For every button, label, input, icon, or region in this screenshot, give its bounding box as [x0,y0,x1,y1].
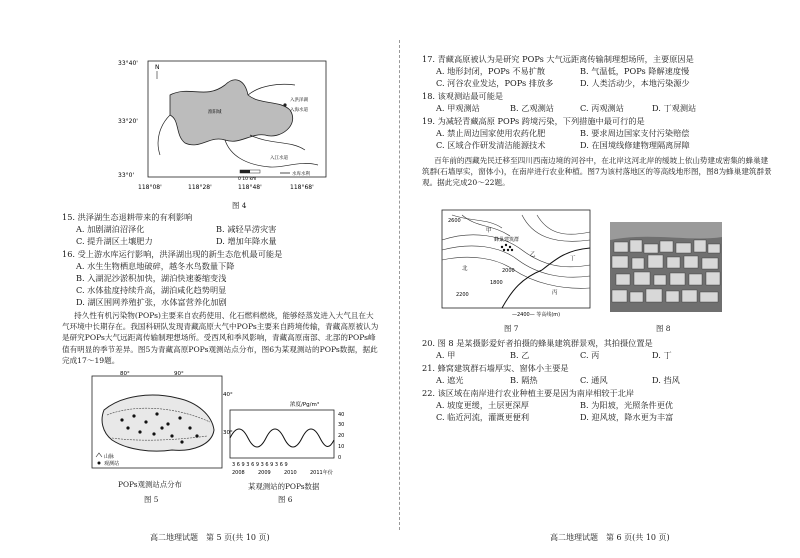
fig5-legend-station: 观测站 [104,461,120,467]
fig4-lon-4: 118°68' [290,184,314,191]
fig7-contour-2200: 2200 [456,292,469,298]
fig5-title: POPs观测站点分布 [118,480,182,489]
fig4-scale: 0 10 km [238,177,257,182]
q18-option-d[interactable]: D. 丁观测站 [652,103,697,113]
q17-option-d[interactable]: D. 人类活动少，本地污染源少 [580,78,690,88]
q17-option-a[interactable]: A. 地形封闭，POPs 不易扩散 [436,66,546,76]
left-footer: 高二地理试题 第 5 页(共 10 页) [150,533,270,542]
passage-beehive: 百年前的西藏先民迁移至四川西南边境的河谷中，在北岸这河北岸的缓坡上依山势建成密集的蜂巢建筑群(石墙厚实，窗体小)，在南岸进行农业种植。图7为该村落地区的等高线地形图，图8为蜂巢建筑群景观。据此完成20～22题。 [422,156,772,188]
q22-option-b[interactable]: B. 为阳坡，光照条件更优 [580,400,674,410]
fig4-legend: 水库水利 [292,172,310,177]
fig7-point-bing: 丙 [552,290,558,296]
figure-6-chart [226,398,366,480]
figure-4-map [118,55,330,200]
fig5-caption: 图 5 [144,495,159,504]
q21-stem: 21. 蜂窝建筑群石墙厚实、窗体小主要是 [422,363,569,373]
q20-stem: 20. 图 8 是某摄影爱好者拍摄的蜂巢建筑群景观，其拍摄位置是 [422,338,653,348]
fig5-lon-1: 80° [120,371,130,377]
q19-option-c[interactable]: C. 区域合作研发清洁能源技术 [436,140,546,150]
q21-option-a[interactable]: A. 遮光 [436,375,464,385]
fig7-village-label: 蜂巢建筑群 [494,237,520,243]
q21-option-b[interactable]: B. 隔热 [510,375,538,385]
fig4-lat-mid: 33°20' [118,118,138,125]
fig4-place-3: 入海水道 [290,108,308,113]
q19-stem: 19. 为减轻青藏高原 POPs 跨境污染，下列措施中最可行的是 [422,116,645,126]
fig6-caption: 图 6 [278,495,293,504]
fig4-place-1: 淮阳城 [208,110,222,115]
fig5-lon-2: 90° [174,371,184,377]
fig6-ytick-40: 40 [338,412,345,418]
fig5-lat-2: 30° [223,430,233,436]
right-page [400,0,800,558]
q15-option-d[interactable]: D. 增加年降水量 [216,236,277,246]
q19-option-a[interactable]: A. 禁止周边国家使用农药化肥 [436,128,546,138]
q22-option-d[interactable]: D. 迎风坡，降水更为丰富 [580,412,674,422]
fig7-caption: 图 7 [504,324,519,333]
q17-stem: 17. 青藏高原被认为是研究 POPs 大气远距离传输制理想场所，主要原因是 [422,54,694,64]
fig5-legend-mountain: 山脉 [104,454,115,460]
q18-stem: 18. 该观测站最可能是 [422,91,504,101]
fig4-caption: 图 4 [232,201,247,210]
fig4-north: N [155,64,160,71]
q15-stem: 15. 洪泽湖生态退耕带来的有利影响 [62,212,193,222]
fig6-x-months: 3 6 9 3 6 9 3 6 9 3 6 9 [232,462,288,468]
fig7-contour-2600: 2600 [448,218,461,224]
q22-option-a[interactable]: A. 坡度更缓，土层更深厚 [436,400,529,410]
fig8-caption: 图 8 [656,324,671,333]
passage-pops: 持久性有机污染物(POPs)主要来自农药使用、化石燃料燃烧，能够经蒸发进入大气且在大气环境中长期存在。我国科研队发现青藏高原大气中POPs主要来自跨境传输，青藏高原被认为是研究POPs大气远距离传输制理想场所。受西风和季风影响，青藏高原南部、北部的POPs峰值有明显的季节差异。图5为青藏高原POPs观测站点分布，图6为某观测站的POPs数据，据此完成17～19题。 [62,311,379,365]
q18-option-a[interactable]: A. 甲观测站 [436,103,480,113]
fig7-point-jia: 甲 [486,228,492,234]
q21-option-d[interactable]: D. 挡风 [652,375,680,385]
q16-option-b[interactable]: B. 入湖泥沙淤积加快，湖泊快速萎缩变浅 [76,273,227,283]
fig4-lon-2: 118°28' [188,184,212,191]
fig4-place-2: 入洪泽湖 [290,98,308,103]
q21-option-c[interactable]: C. 通风 [580,375,608,385]
q15-option-a[interactable]: A. 加剧湖泊沼泽化 [76,224,145,234]
q22-stem: 22. 该区域在南岸进行农业种植主要是因为南岸相较于北岸 [422,388,635,398]
q20-option-b[interactable]: B. 乙 [510,350,530,360]
q18-option-b[interactable]: B. 乙观测站 [510,103,554,113]
fig4-lon-1: 118°08' [138,184,162,191]
q20-option-c[interactable]: C. 丙 [580,350,600,360]
q18-option-c[interactable]: C. 丙观测站 [580,103,624,113]
q17-option-c[interactable]: C. 河谷农业发达，POPs 排放多 [436,78,554,88]
q16-option-a[interactable]: A. 水生生物栖息地破碎，越冬水鸟数量下降 [76,261,235,271]
q19-option-d[interactable]: D. 在国境线修建物理隔离屏障 [580,140,690,150]
fig6-title: 某观测站的POPs数据 [248,482,320,491]
fig7-point-ding: 丁 [570,256,576,262]
q15-option-b[interactable]: B. 减轻旱涝灾害 [216,224,277,234]
fig6-ytick-30: 30 [338,422,345,428]
fig7-legend: —2400— 等高线(m) [512,312,561,318]
q16-option-c[interactable]: C. 水体盐度持续升高，湖泊咸化趋势明显 [76,285,227,295]
fig6-ytick-10: 10 [338,444,345,450]
q15-option-c[interactable]: C. 提升湖区土壤肥力 [76,236,153,246]
q20-option-d[interactable]: D. 丁 [652,350,672,360]
fig6-year-2011: 2011年份 [310,470,333,476]
figure-8-photo [610,222,722,312]
fig5-lat-1: 40° [223,392,233,398]
q17-option-b[interactable]: B. 气温低，POPs 降解速度慢 [580,66,690,76]
fig6-ylabel: 浓度/Pg/m³ [290,402,320,408]
fig4-lat-bot: 33°0' [118,172,135,179]
figure-7-contour-map [442,210,592,320]
fig6-ytick-0: 0 [338,455,342,461]
q16-stem: 16. 受上游水库运行影响，洪泽湖出现的新生态危机最可能是 [62,249,283,259]
q16-option-d[interactable]: D. 湖区围网养殖扩张，水体富营养化加剧 [76,297,227,307]
fig6-year-2009: 2009 [258,470,271,476]
fig4-lon-3: 118°48' [238,184,262,191]
figure-5-map [82,370,232,478]
fig6-ytick-20: 20 [338,433,345,439]
fig7-point-yi: 乙 [530,252,536,258]
fig4-place-4: 入江水道 [270,156,288,161]
fig6-year-2008: 2008 [232,470,245,476]
q20-option-a[interactable]: A. 甲 [436,350,456,360]
q19-option-b[interactable]: B. 要求周边国家支付污染赔偿 [580,128,690,138]
fig6-year-2010: 2010 [284,470,297,476]
fig7-contour-1800: 1800 [490,280,503,286]
fig4-lat-top: 33°40' [118,60,138,67]
fig7-contour-2000: 2000 [502,268,515,274]
right-footer: 高二地理试题 第 6 页(共 10 页) [550,533,670,542]
q22-option-c[interactable]: C. 临近河流，灌溉更便利 [436,412,530,422]
fig7-north: 北 [462,266,468,272]
